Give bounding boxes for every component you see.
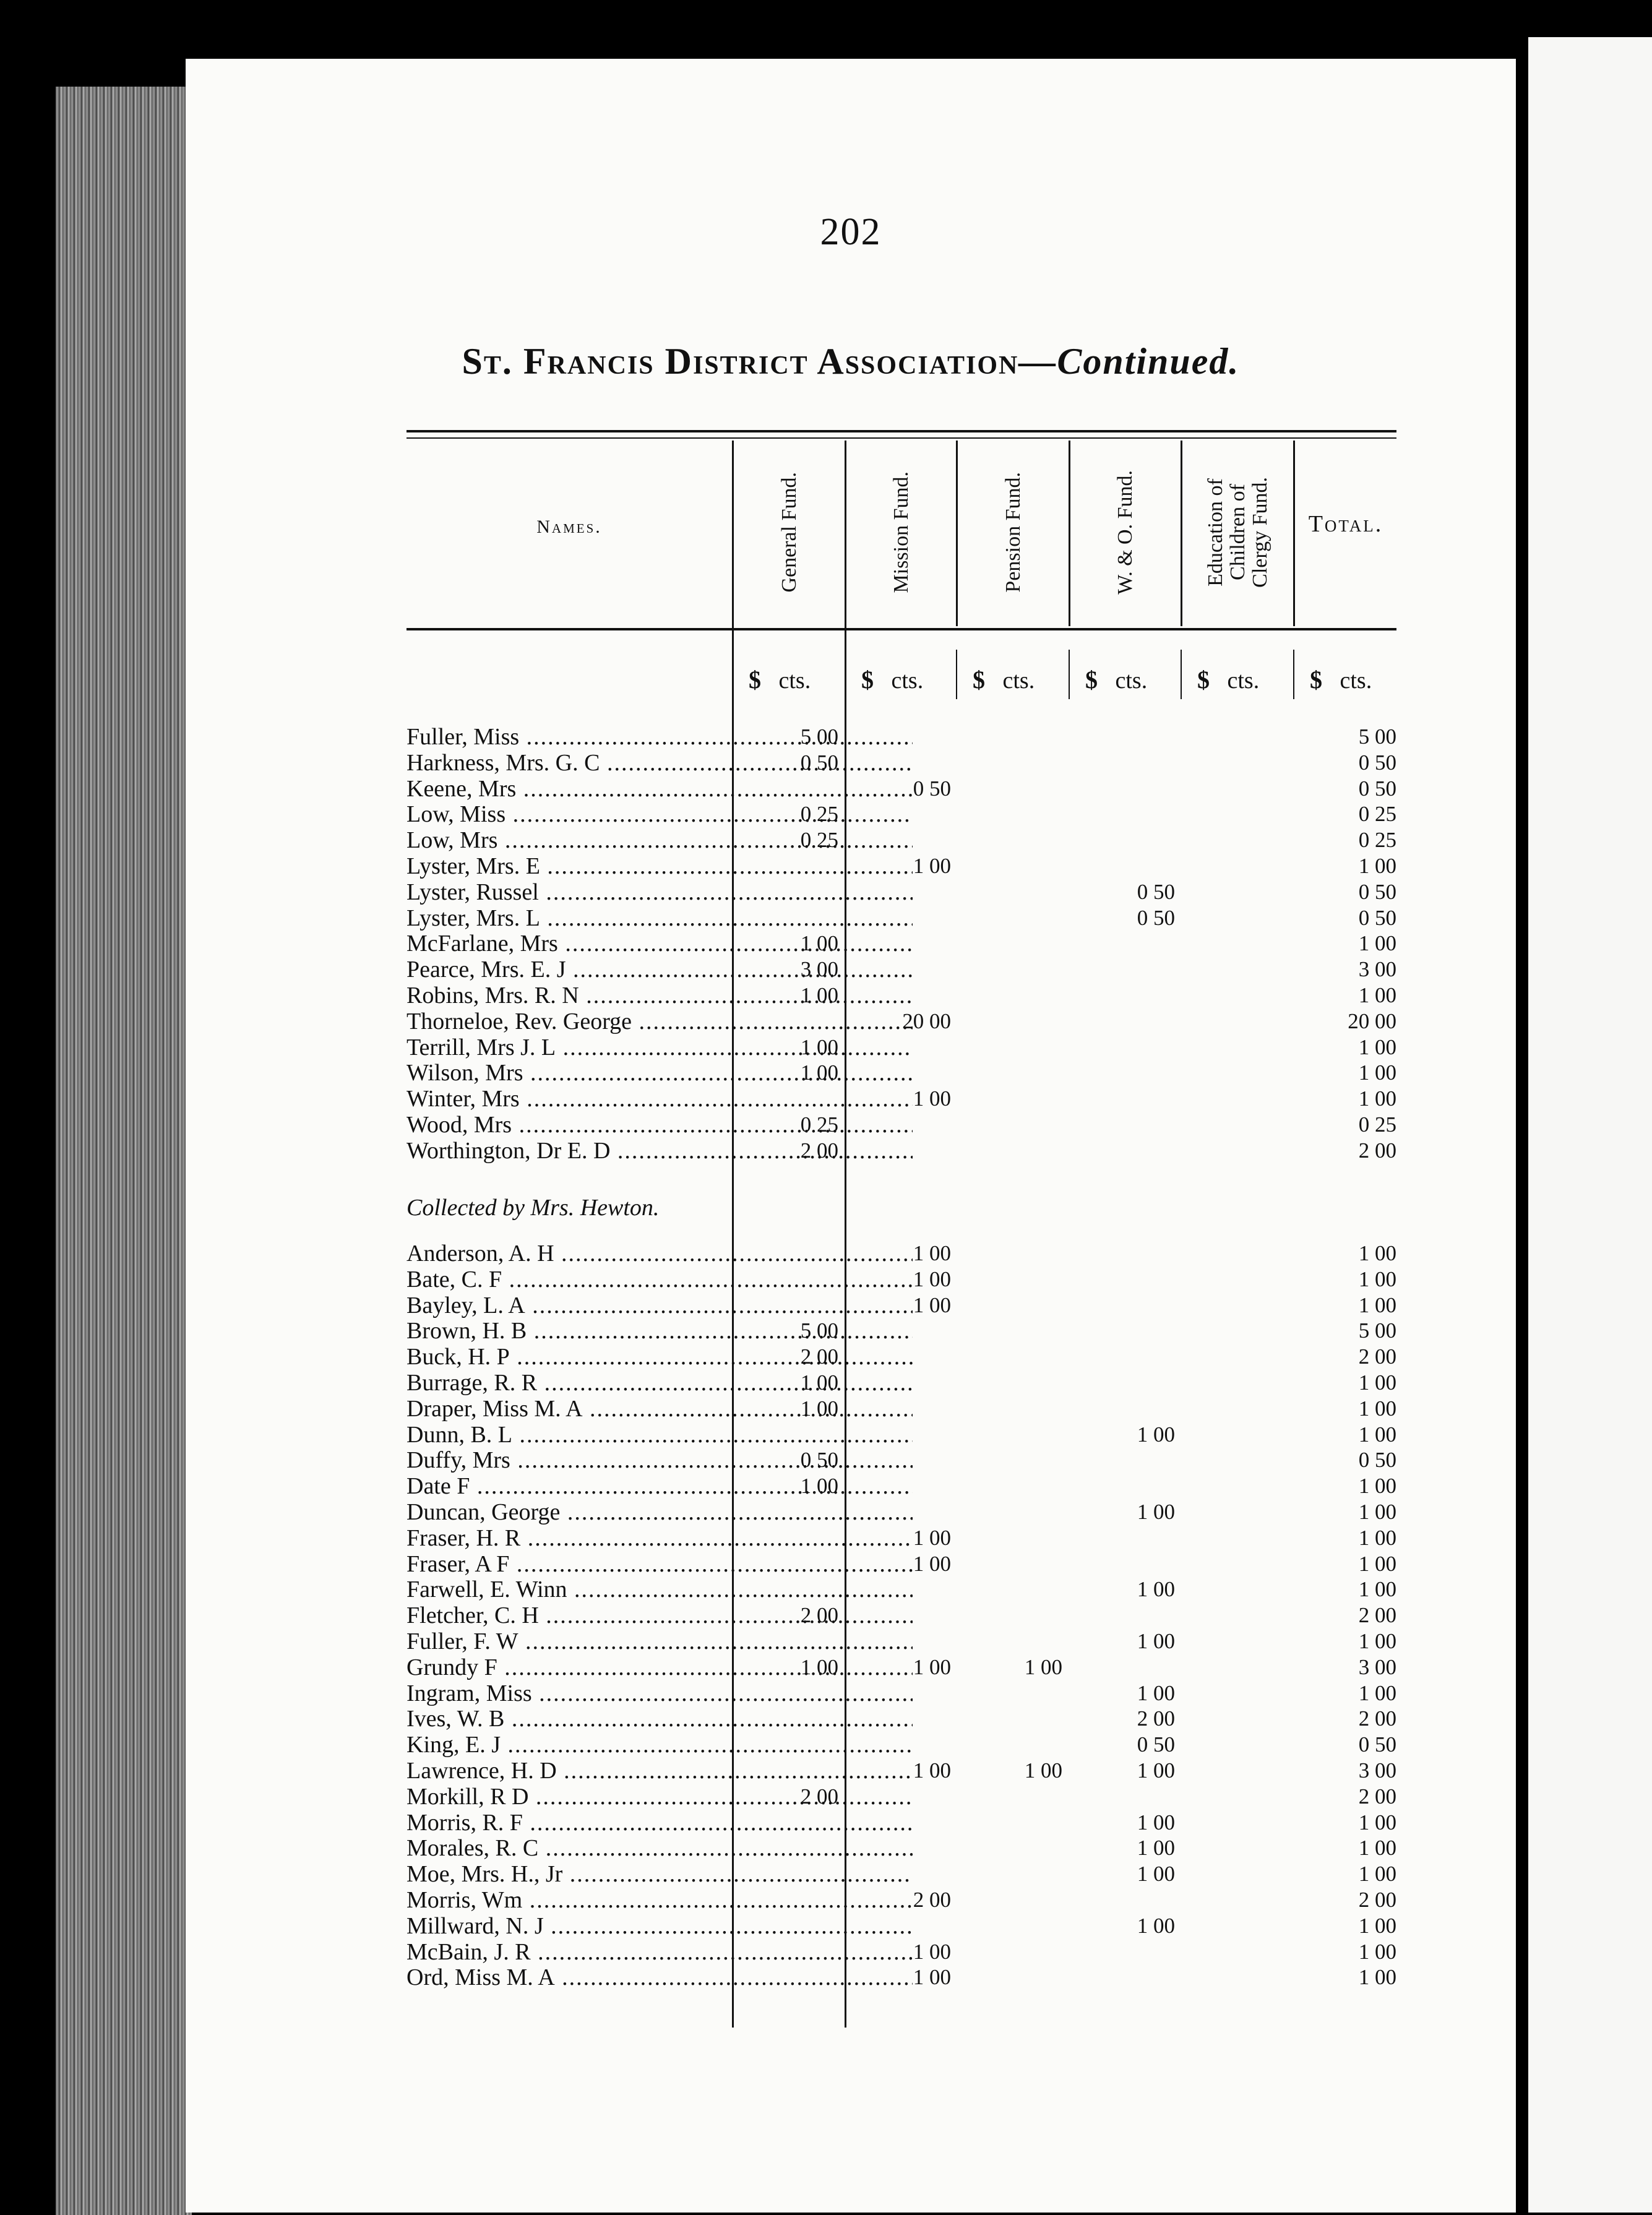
total-amount: 2 00 — [1358, 1344, 1396, 1369]
general-amount: 2 00 — [800, 1603, 838, 1628]
table-row — [186, 1706, 1516, 1732]
total-amount: 0 50 — [1358, 905, 1396, 930]
table-row — [186, 1810, 1516, 1836]
table-row — [186, 1551, 1516, 1577]
total-amount: 2 00 — [1358, 1138, 1396, 1163]
column-divider — [1181, 650, 1182, 699]
total-amount: 0 25 — [1358, 802, 1396, 827]
total-amount: 1 00 — [1358, 1939, 1396, 1964]
column-header-total: Total. — [1308, 511, 1383, 537]
table-top-rule-thin — [407, 437, 1396, 439]
general-amount: 5 00 — [800, 725, 838, 749]
total-amount: 3 00 — [1358, 1654, 1396, 1679]
contributor-name: Wood, Mrs ..... — [407, 1112, 913, 1138]
table-row — [186, 1112, 1516, 1138]
table-row — [186, 879, 1516, 905]
wo-amount: 1 00 — [1137, 1577, 1175, 1602]
contributor-name: Keene, Mrs ..... — [407, 776, 913, 802]
unit-label-education: $ cts. — [1197, 666, 1260, 694]
table-row — [186, 1784, 1516, 1810]
contributor-name: Thorneloe, Rev. George ..... — [407, 1009, 913, 1034]
mission-amount: 1 00 — [913, 1241, 951, 1265]
contributor-name: Grundy F ..... — [407, 1654, 913, 1680]
wo-amount: 2 00 — [1137, 1706, 1175, 1731]
table-row — [186, 957, 1516, 983]
column-header-names: Names. — [536, 517, 602, 537]
total-amount: 1 00 — [1358, 1965, 1396, 1990]
total-amount: 0 50 — [1358, 1448, 1396, 1473]
total-amount: 20 00 — [1348, 1009, 1396, 1033]
wo-amount: 1 00 — [1137, 1680, 1175, 1705]
contributor-name: Morales, R. C ..... — [407, 1835, 913, 1861]
contributor-name: Fuller, Miss ..... — [407, 724, 913, 750]
total-amount: 1 00 — [1358, 1500, 1396, 1524]
contributor-name: Lyster, Mrs. E ..... — [407, 853, 913, 879]
table-row — [186, 1318, 1516, 1344]
total-amount: 0 50 — [1358, 776, 1396, 801]
column-header-wo: W. & O. Fund. — [1114, 470, 1137, 595]
table-row — [186, 1654, 1516, 1680]
general-amount: 2 00 — [800, 1344, 838, 1369]
contributor-name: Dunn, B. L ..... — [407, 1422, 913, 1448]
contributor-name: McBain, J. R ..... — [407, 1939, 913, 1965]
total-amount: 0 50 — [1358, 750, 1396, 775]
wo-amount: 1 00 — [1137, 1810, 1175, 1834]
table-row — [186, 1758, 1516, 1784]
total-amount: 1 00 — [1358, 1680, 1396, 1705]
mission-amount: 1 00 — [913, 1654, 951, 1679]
general-amount: 2 00 — [800, 1784, 838, 1809]
page-number: 202 — [820, 211, 882, 253]
wo-amount: 1 00 — [1137, 1913, 1175, 1938]
table-row — [186, 1447, 1516, 1473]
contributor-name: Farwell, E. Winn ..... — [407, 1576, 913, 1602]
table-row — [186, 1267, 1516, 1292]
contributor-name: Harkness, Mrs. G. C ..... — [407, 750, 913, 776]
general-amount: 0 25 — [800, 802, 838, 827]
contributor-name: Brown, H. B ..... — [407, 1318, 913, 1344]
general-amount: 1 00 — [800, 1370, 838, 1395]
total-amount: 2 00 — [1358, 1603, 1396, 1628]
wo-amount: 1 00 — [1137, 1836, 1175, 1860]
table-row — [186, 1964, 1516, 1990]
contributor-name: Fraser, H. R ..... — [407, 1525, 913, 1551]
total-amount: 1 00 — [1358, 1836, 1396, 1860]
general-amount: 1 00 — [800, 1034, 838, 1059]
total-amount: 1 00 — [1358, 983, 1396, 1007]
mission-amount: 1 00 — [913, 1292, 951, 1317]
mission-amount: 1 00 — [913, 1525, 951, 1550]
mission-amount: 20 00 — [902, 1009, 951, 1033]
contributor-name: Lyster, Russel ..... — [407, 879, 913, 905]
total-amount: 1 00 — [1358, 1060, 1396, 1085]
column-header-mission: Mission Fund. — [889, 471, 913, 593]
section-heading: Collected by Mrs. Hewton. — [407, 1195, 660, 1221]
table-row — [186, 1396, 1516, 1422]
total-amount: 1 00 — [1358, 1525, 1396, 1550]
contributor-name: Morkill, R D ..... — [407, 1784, 913, 1810]
mission-amount: 1 00 — [913, 854, 951, 878]
unit-label-total: $ cts. — [1310, 666, 1372, 694]
contributor-name: Bate, C. F ..... — [407, 1267, 913, 1292]
unit-label-pension: $ cts. — [973, 666, 1035, 694]
total-amount: 1 00 — [1358, 1370, 1396, 1395]
table-row — [186, 1344, 1516, 1370]
contributor-name: King, E. J ..... — [407, 1732, 913, 1758]
contributor-name: Moe, Mrs. H., Jr ..... — [407, 1861, 913, 1887]
mission-amount: 1 00 — [913, 1758, 951, 1783]
header-bottom-rule — [407, 628, 1396, 630]
table-row — [186, 1887, 1516, 1913]
contributor-name: Fletcher, C. H ..... — [407, 1602, 913, 1628]
general-amount: 5 00 — [800, 1318, 838, 1343]
contributor-name: Terrill, Mrs J. L ..... — [407, 1034, 913, 1060]
total-amount: 1 00 — [1358, 854, 1396, 878]
contributor-name: Fuller, F. W ..... — [407, 1628, 913, 1654]
mission-amount: 0 50 — [913, 776, 951, 801]
contributor-name: Morris, R. F ..... — [407, 1810, 913, 1836]
general-amount: 2 00 — [800, 1138, 838, 1163]
table-row — [186, 1086, 1516, 1112]
table-row — [186, 724, 1516, 750]
general-amount: 1 00 — [800, 983, 838, 1007]
table-row — [186, 931, 1516, 957]
column-header-education: Education of Children of Clergy Fund. — [1203, 476, 1271, 588]
table-row — [186, 1422, 1516, 1448]
title-main: St. Francis District Association — [462, 341, 1019, 382]
total-amount: 1 00 — [1358, 1292, 1396, 1317]
table-row — [186, 1913, 1516, 1939]
table-row — [186, 827, 1516, 853]
wo-amount: 0 50 — [1137, 879, 1175, 904]
total-amount: 0 50 — [1358, 1732, 1396, 1757]
general-amount: 0 25 — [800, 828, 838, 853]
table-row — [186, 1499, 1516, 1525]
wo-amount: 1 00 — [1137, 1500, 1175, 1524]
total-amount: 3 00 — [1358, 1758, 1396, 1783]
table-row — [186, 905, 1516, 931]
total-amount: 0 25 — [1358, 828, 1396, 853]
table-row — [186, 1525, 1516, 1551]
table-row — [186, 1370, 1516, 1396]
general-amount: 0 50 — [800, 750, 838, 775]
table-row — [186, 1576, 1516, 1602]
total-amount: 1 00 — [1358, 1551, 1396, 1576]
pension-amount: 1 00 — [1024, 1758, 1062, 1783]
table-row — [186, 853, 1516, 879]
general-amount: 1 00 — [800, 1060, 838, 1085]
contributor-name: Duncan, George ..... — [407, 1499, 913, 1525]
general-amount: 1 00 — [800, 1396, 838, 1421]
table-row — [186, 1138, 1516, 1164]
table-top-rule — [407, 430, 1396, 432]
contributor-name: Robins, Mrs. R. N ..... — [407, 983, 913, 1009]
mission-amount: 1 00 — [913, 1267, 951, 1291]
contributor-name: Lawrence, H. D ..... — [407, 1758, 913, 1784]
table-row — [186, 1060, 1516, 1086]
wo-amount: 0 50 — [1137, 905, 1175, 930]
table-row — [186, 1292, 1516, 1318]
table-row — [186, 1602, 1516, 1628]
contributor-name: Fraser, A F ..... — [407, 1551, 913, 1577]
table-row — [186, 1034, 1516, 1060]
contributor-name: Lyster, Mrs. L ..... — [407, 905, 913, 931]
table-row — [186, 1835, 1516, 1861]
contributor-name: Duffy, Mrs ..... — [407, 1447, 913, 1473]
general-amount: 0 25 — [800, 1112, 838, 1137]
table-row — [186, 801, 1516, 827]
total-amount: 5 00 — [1358, 1318, 1396, 1343]
table-row — [186, 1939, 1516, 1965]
contributor-name: Pearce, Mrs. E. J ..... — [407, 957, 913, 983]
column-divider — [1069, 650, 1070, 699]
total-amount: 1 00 — [1358, 1862, 1396, 1886]
facing-page-edge — [1528, 37, 1652, 2213]
contributor-name: Worthington, Dr E. D ..... — [407, 1138, 913, 1164]
book-page-edges — [56, 87, 192, 2215]
mission-amount: 1 00 — [913, 1939, 951, 1964]
contributor-name: Ingram, Miss ..... — [407, 1680, 913, 1706]
table-row — [186, 1861, 1516, 1887]
general-amount: 1 00 — [800, 1654, 838, 1679]
unit-label-general: $ cts. — [749, 666, 811, 694]
mission-amount: 1 00 — [913, 1965, 951, 1990]
wo-amount: 1 00 — [1137, 1862, 1175, 1886]
contributor-name: Bayley, L. A ..... — [407, 1292, 913, 1318]
column-header-pension: Pension Fund. — [1001, 471, 1025, 593]
wo-amount: 1 00 — [1137, 1422, 1175, 1447]
total-amount: 3 00 — [1358, 957, 1396, 982]
mission-amount: 1 00 — [913, 1086, 951, 1111]
total-amount: 1 00 — [1358, 1396, 1396, 1421]
total-amount: 1 00 — [1358, 1241, 1396, 1265]
total-amount: 5 00 — [1358, 725, 1396, 749]
total-amount: 1 00 — [1358, 1629, 1396, 1653]
contributor-name: Wilson, Mrs ..... — [407, 1060, 913, 1086]
total-amount: 2 00 — [1358, 1706, 1396, 1731]
contributor-name: McFarlane, Mrs ..... — [407, 931, 913, 957]
total-amount: 1 00 — [1358, 1086, 1396, 1111]
general-amount: 1 00 — [800, 931, 838, 956]
contributor-name: Ord, Miss M. A ..... — [407, 1964, 913, 1990]
mission-amount: 1 00 — [913, 1551, 951, 1576]
column-divider — [1293, 650, 1294, 699]
total-amount: 2 00 — [1358, 1888, 1396, 1912]
column-divider — [956, 650, 957, 699]
total-amount: 1 00 — [1358, 1913, 1396, 1938]
unit-label-wo: $ cts. — [1085, 666, 1148, 694]
book-page — [186, 59, 1516, 2213]
column-header-general: General Fund. — [777, 471, 801, 593]
general-amount: 0 50 — [800, 1448, 838, 1473]
contributor-name: Low, Mrs ..... — [407, 827, 913, 853]
contributor-name: Date F ..... — [407, 1473, 913, 1499]
table-row — [186, 776, 1516, 802]
contributor-name: Ives, W. B ..... — [407, 1706, 913, 1732]
wo-amount: 1 00 — [1137, 1758, 1175, 1783]
total-amount: 1 00 — [1358, 1034, 1396, 1059]
contributor-name: Anderson, A. H ..... — [407, 1241, 913, 1267]
page-title — [186, 340, 1516, 383]
total-amount: 1 00 — [1358, 1267, 1396, 1291]
contributor-name: Burrage, R. R ..... — [407, 1370, 913, 1396]
wo-amount: 1 00 — [1137, 1629, 1175, 1653]
general-amount: 1 00 — [800, 1474, 838, 1499]
table-row — [186, 983, 1516, 1009]
total-amount: 1 00 — [1358, 1474, 1396, 1499]
total-amount: 0 25 — [1358, 1112, 1396, 1137]
contributor-name: Morris, Wm ..... — [407, 1887, 913, 1913]
mission-amount: 2 00 — [913, 1888, 951, 1912]
table-row — [186, 1241, 1516, 1267]
contributor-name: Millward, N. J ..... — [407, 1913, 913, 1939]
contributor-name: Draper, Miss M. A ..... — [407, 1396, 913, 1422]
total-amount: 1 00 — [1358, 1577, 1396, 1602]
title-continued: —Continued. — [1018, 341, 1240, 382]
table-row — [186, 1732, 1516, 1758]
general-amount: 3 00 — [800, 957, 838, 982]
table-row — [186, 1628, 1516, 1654]
table-row — [186, 1473, 1516, 1499]
total-amount: 1 00 — [1358, 1810, 1396, 1834]
total-amount: 0 50 — [1358, 879, 1396, 904]
pension-amount: 1 00 — [1024, 1654, 1062, 1679]
total-amount: 2 00 — [1358, 1784, 1396, 1809]
table-row — [186, 1009, 1516, 1034]
wo-amount: 0 50 — [1137, 1732, 1175, 1757]
contributor-name: Low, Miss ..... — [407, 801, 913, 827]
unit-label-mission: $ cts. — [861, 666, 924, 694]
table-row — [186, 750, 1516, 776]
contributor-name: Winter, Mrs ..... — [407, 1086, 913, 1112]
total-amount: 1 00 — [1358, 931, 1396, 956]
total-amount: 1 00 — [1358, 1422, 1396, 1447]
table-row — [186, 1680, 1516, 1706]
contributor-name: Buck, H. P ..... — [407, 1344, 913, 1370]
